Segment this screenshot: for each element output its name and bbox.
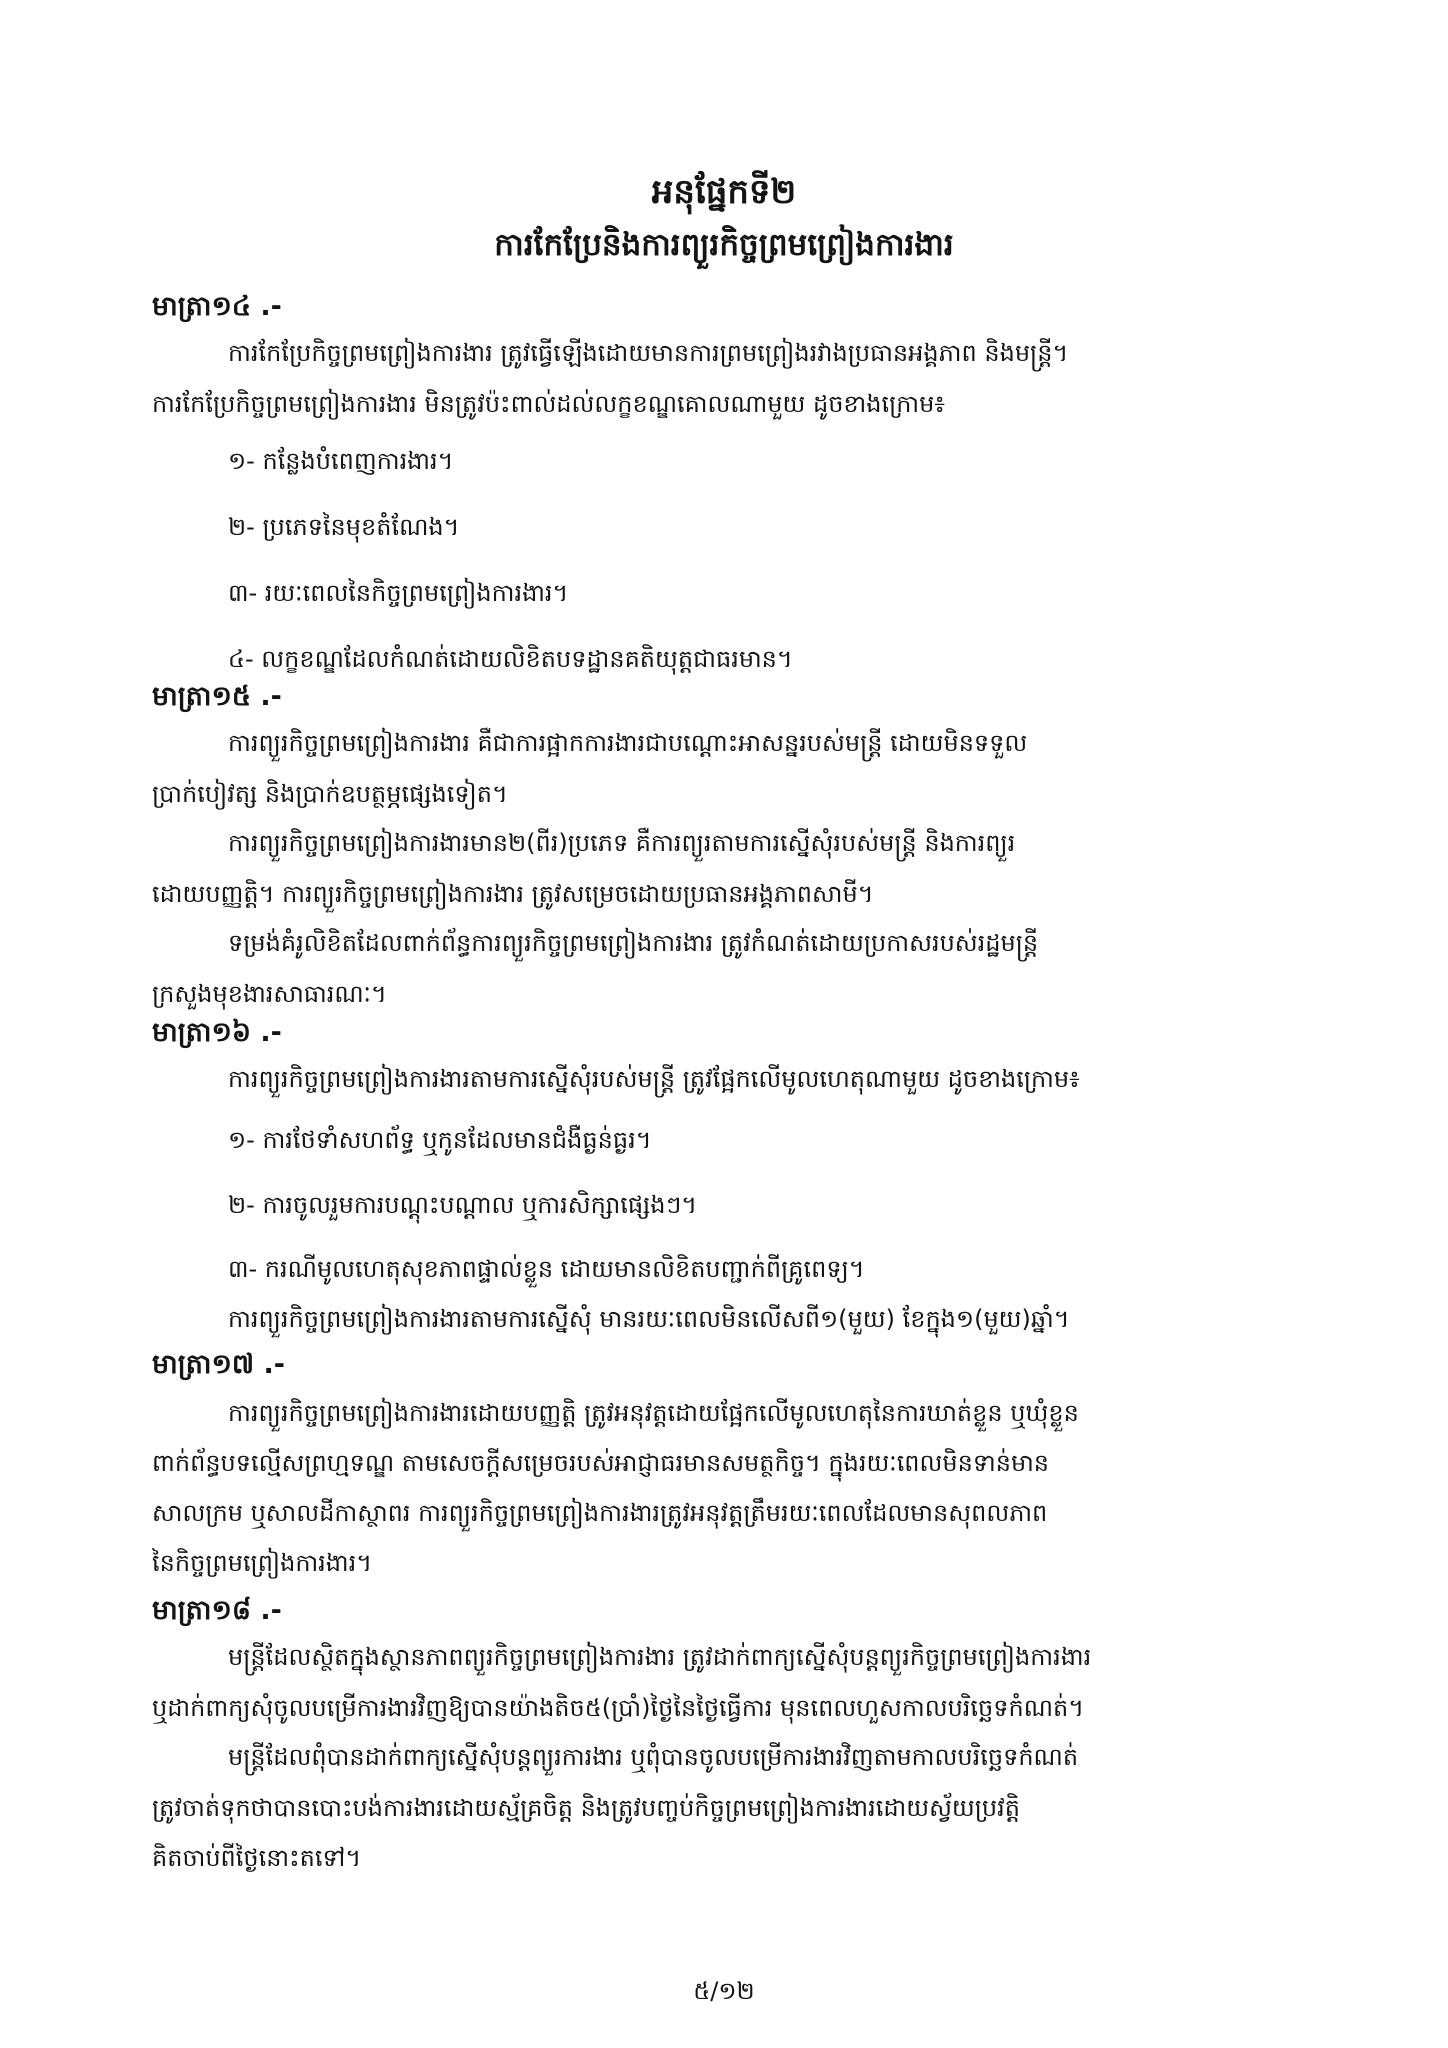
list-item: ៤- លក្ខខណ្ឌដែលកំណត់ដោយលិខិតបទដ្ឋានគតិយុត្តជាធរមាន។ bbox=[228, 645, 793, 673]
paragraph-line: ក្រសួងមុខងារសាធារណៈ។ bbox=[152, 980, 387, 1008]
page-number: ៥/១២ bbox=[693, 1977, 755, 2005]
paragraph-line: ការព្យួរកិច្ចព្រមព្រៀងការងារមាន២(ពីរ)ប្រភេទ គឺការព្យួរតាមការស្នើសុំរបស់មន្ត្រី និងការព្យួរ bbox=[228, 829, 1016, 857]
paragraph-line: មន្ត្រីដែលស្ថិតក្នុងស្ថានភាពព្យួរកិច្ចព្រមព្រៀងការងារ ត្រូវដាក់ពាក្យស្នើសុំបន្តព្យួរកិច្ចព្រមព្រៀងការងារ bbox=[228, 1643, 1092, 1671]
list-item: ៣- រយៈពេលនៃកិច្ចព្រមព្រៀងការងារ។ bbox=[228, 579, 569, 607]
paragraph-line: ការព្យួរកិច្ចព្រមព្រៀងការងារដោយបញ្ញត្តិ ត្រូវអនុវត្តដោយផ្អែកលើមូលហេតុនៃការឃាត់ខ្លួន ឬឃុំខ្លួន bbox=[228, 1399, 1079, 1427]
paragraph-line: សាលក្រម ឬសាលដីកាស្ថាពរ ការព្យួរកិច្ចព្រមព្រៀងការងារត្រូវអនុវត្តត្រឹមរយៈពេលដែលមានសុពលភាព bbox=[152, 1499, 1048, 1527]
list-item: ២- ការចូលរួមការបណ្តុះបណ្តាល ឬការសិក្សាផ្សេងៗ។ bbox=[228, 1191, 698, 1219]
paragraph-line: ប្រាក់បៀវត្ស និងប្រាក់ឧបត្ថម្ភផ្សេងទៀត។ bbox=[152, 780, 508, 808]
article-heading: មាត្រា១៤ .- bbox=[152, 291, 282, 322]
paragraph-line: នៃកិច្ចព្រមព្រៀងការងារ។ bbox=[152, 1549, 373, 1577]
annex-title: អនុផ្នែកទី២ bbox=[651, 172, 797, 212]
list-item: ៣- ករណីមូលហេតុសុខភាពផ្ទាល់ខ្លួន ដោយមានលិខិតបញ្ជាក់ពីគ្រូពេទ្យ។ bbox=[228, 1255, 865, 1283]
list-item: ១- ការថែទាំសហព័ទ្ធ ឬកូនដែលមានជំងឺធ្ងន់ធ្ងរ។ bbox=[228, 1126, 652, 1154]
list-item: ២- ប្រភេទនៃមុខតំណែង។ bbox=[228, 513, 460, 541]
article-heading: មាត្រា១៨ .- bbox=[152, 1595, 282, 1626]
paragraph-line: មន្ត្រីដែលពុំបានដាក់ពាក្យស្នើសុំបន្តព្យួរការងារ ឬពុំបានចូលបម្រើការងារវិញតាមកាលបរិច្ឆេទកំណត់ bbox=[228, 1743, 1079, 1771]
article-heading: មាត្រា១៦ .- bbox=[152, 1017, 282, 1048]
annex-subtitle: ការកែប្រែនិងការព្យួរកិច្ចព្រមព្រៀងការងារ bbox=[494, 227, 954, 263]
article-heading: មាត្រា១៥ .- bbox=[152, 681, 282, 712]
paragraph-line: ការកែប្រែកិច្ចព្រមព្រៀងការងារ មិនត្រូវប៉ះពាល់ដល់លក្ខខណ្ឌគោលណាមួយ ដូចខាងក្រោម៖ bbox=[152, 390, 945, 418]
paragraph-line: ការព្យួរកិច្ចព្រមព្រៀងការងារតាមការស្នើសុំរបស់មន្ត្រី ត្រូវផ្អែកលើមូលហេតុណាមួយ ដូចខាងក្រោម៖ bbox=[228, 1065, 1080, 1093]
paragraph-line: ពាក់ព័ន្ធបទល្មើសព្រហ្មទណ្ឌ តាមសេចក្តីសម្រេចរបស់អាជ្ញាធរមានសមត្ថកិច្ច។ ក្នុងរយៈពេលមិនទាន់មាន bbox=[152, 1449, 1050, 1477]
paragraph-line: គិតចាប់ពីថ្ងៃនោះតទៅ។ bbox=[152, 1844, 362, 1872]
paragraph-line: ការព្យួរកិច្ចព្រមព្រៀងការងារ គឺជាការផ្អាកការងារជាបណ្តោះអាសន្នរបស់មន្ត្រី ដោយមិនទទួល bbox=[228, 729, 1028, 757]
paragraph-line: ទម្រង់គំរូលិខិតដែលពាក់ព័ន្ធការព្យួរកិច្ចព្រមព្រៀងការងារ ត្រូវកំណត់ដោយប្រកាសរបស់រដ្ឋមន្ត្រី bbox=[228, 929, 1039, 957]
paragraph-line: ដោយបញ្ញត្តិ។ ការព្យួរកិច្ចព្រមព្រៀងការងារ ត្រូវសម្រេចដោយប្រធានអង្គភាពសាមី។ bbox=[152, 880, 874, 908]
article-heading: មាត្រា១៧ .- bbox=[152, 1349, 285, 1380]
list-item: ១- កន្លែងបំពេញការងារ។ bbox=[228, 447, 454, 475]
paragraph-line: ឬដាក់ពាក្យសុំចូលបម្រើការងារវិញឱ្យបានយ៉ាងតិច៥(ប្រាំ)ថ្ងៃនៃថ្ងៃធ្វើការ មុនពេលហួសកាលបរិច្ឆេទកំណត់។ bbox=[152, 1694, 1085, 1722]
paragraph-line: ការកែប្រែកិច្ចព្រមព្រៀងការងារ ត្រូវធ្វើឡើងដោយមានការព្រមព្រៀងរវាងប្រធានអង្គភាព និងមន្ត្រី។ bbox=[228, 339, 1069, 367]
paragraph-line: ការព្យួរកិច្ចព្រមព្រៀងការងារតាមការស្នើសុំ មានរយៈពេលមិនលើសពី១(មួយ) ខែក្នុង១(មួយ)ឆ្នាំ។ bbox=[228, 1305, 1070, 1333]
paragraph-line: ត្រូវចាត់ទុកថាបានបោះបង់ការងារដោយស្ម័គ្រចិត្ត និងត្រូវបញ្ចប់កិច្ចព្រមព្រៀងការងារដោយស្វ័យប្រវត្តិ bbox=[152, 1794, 1021, 1822]
